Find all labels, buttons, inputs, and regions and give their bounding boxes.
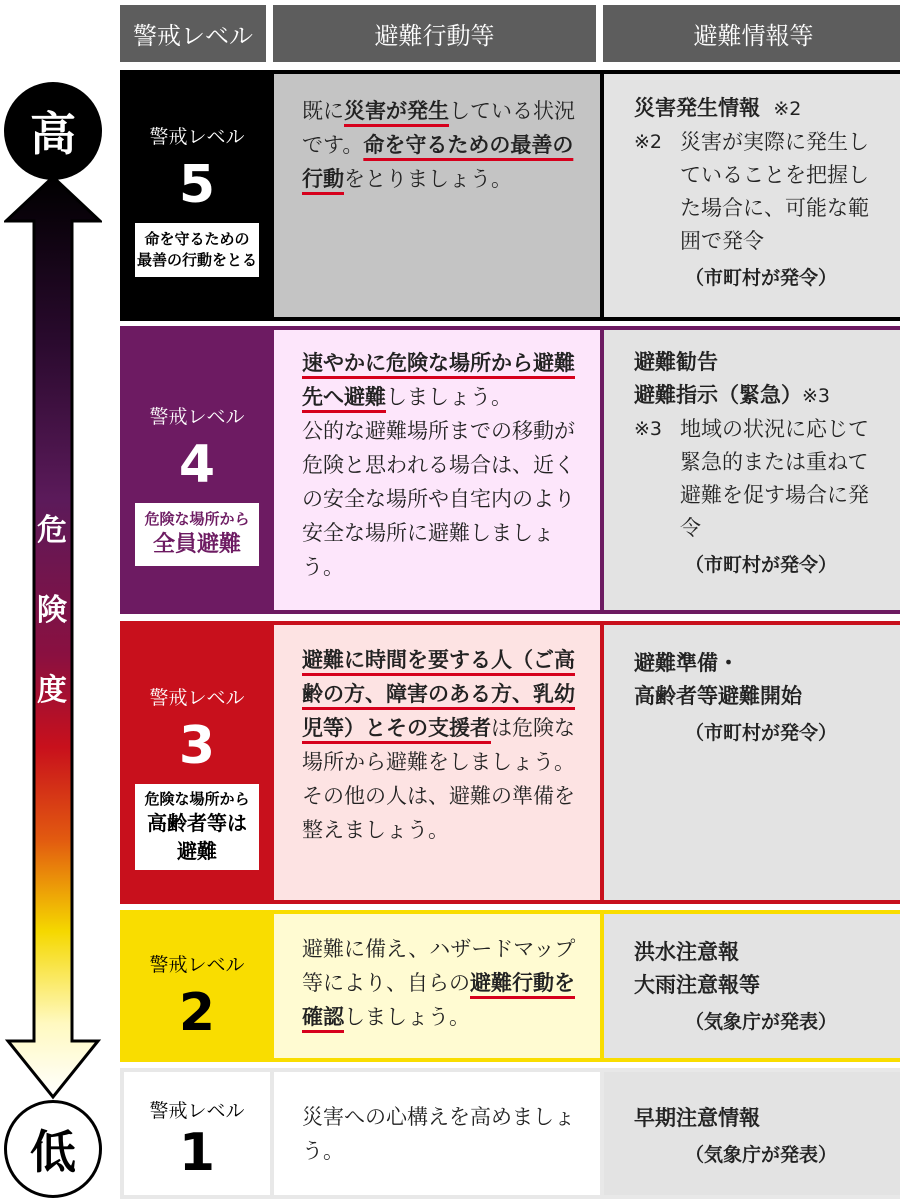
level-1-info-line-1: 早期注意情報	[634, 1106, 760, 1130]
level-2-row	[120, 910, 900, 1062]
level-4-row	[120, 326, 900, 614]
level-2-action	[274, 914, 600, 1058]
level-1-issuer: （気象庁が発表）	[684, 1144, 837, 1166]
danger-label-char-2: 険	[37, 593, 67, 628]
scale-high-label: 高	[30, 107, 76, 161]
level-3-action-emphasis: 避難に時間を要する人（ご高齢の方、障害のある方、乳幼児等）とその支援者	[302, 648, 575, 740]
danger-gradient-arrow	[4, 175, 102, 1100]
level-1-number: 1	[178, 1123, 216, 1183]
level-4-note: 地域の状況に応じて緊急的または重ねて避難を促す場合に発令	[680, 417, 869, 540]
level-3-box	[135, 784, 259, 870]
level-4-cell	[124, 330, 270, 610]
level-4-box-line-1: 危険な場所から	[144, 510, 250, 528]
level-1-action	[274, 1072, 600, 1195]
level-3-cell	[124, 625, 270, 900]
level-5-note: 災害が実際に発生していることを把握した場合に、可能な範囲で発令	[680, 130, 869, 253]
level-5-action	[274, 74, 600, 317]
level-3-issuer: （市町村が発令）	[684, 722, 837, 744]
level-5-info	[604, 74, 900, 317]
level-3-box-line-1: 危険な場所から	[144, 790, 250, 808]
level-3-action-text: は危険な場所から避難をしましょう。その他の人は、避難の準備を整えましょう。	[302, 716, 575, 842]
header-level: 警戒レベル	[120, 5, 266, 62]
level-2-cell	[124, 914, 270, 1058]
level-2-action-text-1: 避難に備え、ハザードマップ等により、自らの	[302, 937, 576, 995]
level-5-info-name: 災害発生情報	[634, 96, 760, 120]
level-5-info-mark: ※2	[773, 98, 802, 120]
level-1-action-text: 災害への心構えを高めましょう。	[302, 1105, 575, 1163]
level-3-info-line-2: 高齢者等避難開始	[634, 684, 802, 708]
level-2-info-line-2: 大雨注意報等	[634, 973, 760, 997]
level-4-action-emphasis: 速やかに危険な場所から避難先へ避難	[302, 351, 575, 409]
level-3-row	[120, 621, 900, 904]
scale-low-label: 低	[30, 1125, 76, 1179]
level-2-number: 2	[178, 983, 216, 1043]
level-4-action-text-1: しましょう。	[386, 385, 512, 409]
level-3-number: 3	[178, 716, 216, 776]
level-1-title: 警戒レベル	[149, 1100, 245, 1122]
level-3-box-line-3: 避難	[177, 839, 217, 863]
level-5-action-text-2: している状況です。	[302, 99, 575, 157]
level-5-action-emphasis-2: 命を守るための最善の行動	[302, 133, 574, 191]
level-4-title: 警戒レベル	[149, 406, 245, 428]
level-4-info	[604, 330, 900, 610]
level-2-info-line-1: 洪水注意報	[634, 940, 739, 964]
level-4-info-line-1: 避難勧告	[634, 350, 718, 374]
level-4-note-mark: ※3	[634, 418, 663, 440]
level-4-box	[135, 503, 259, 566]
level-2-action-text-2: しましょう。	[344, 1005, 470, 1029]
scale-low-circle	[4, 1100, 102, 1198]
level-5-action-emphasis-1: 災害が発生	[344, 99, 449, 123]
level-1-info	[604, 1072, 900, 1195]
level-5-number: 5	[178, 155, 216, 215]
header-info: 避難情報等	[603, 5, 900, 62]
level-2-title: 警戒レベル	[149, 954, 245, 976]
level-4-action	[274, 330, 600, 610]
level-5-note-mark: ※2	[634, 131, 663, 153]
level-4-action-text-2: 公的な避難場所までの移動が危険と思われる場合は、近くの安全な場所や自宅内のより安全な場所に避難しましょう。	[302, 419, 575, 579]
level-2-action-emphasis: 避難行動を確認	[302, 971, 575, 1029]
level-5-cell	[124, 74, 270, 317]
header-action: 避難行動等	[273, 5, 596, 62]
level-5-title: 警戒レベル	[149, 126, 245, 148]
level-1-cell	[124, 1072, 270, 1195]
level-5-action-text-3: をとりましょう。	[344, 167, 512, 191]
level-5-row	[120, 70, 900, 321]
level-5-box-line-2: 最善の行動をとる	[136, 251, 257, 269]
scale-high-circle	[4, 82, 102, 180]
level-1-row	[120, 1068, 900, 1199]
level-5-box-line-1: 命を守るための	[144, 230, 250, 248]
level-4-info-line-2: 避難指示（緊急）	[634, 383, 802, 407]
level-3-title: 警戒レベル	[149, 687, 245, 709]
level-2-info	[604, 914, 900, 1058]
level-5-issuer: （市町村が発令）	[684, 267, 837, 289]
level-3-info	[604, 625, 900, 900]
level-3-action	[274, 625, 600, 900]
danger-label-char-1: 危	[37, 513, 67, 548]
level-5-action-text-1: 既に	[302, 99, 344, 123]
level-3-info-line-1: 避難準備・	[634, 651, 739, 675]
level-5-box	[135, 223, 259, 277]
level-4-info-mark: ※3	[802, 385, 831, 407]
level-4-number: 4	[178, 435, 216, 495]
level-2-issuer: （気象庁が発表）	[684, 1011, 837, 1033]
level-4-issuer: （市町村が発令）	[684, 554, 837, 576]
level-4-box-line-2: 全員避難	[152, 532, 241, 557]
danger-label-char-3: 度	[37, 673, 67, 708]
level-3-box-line-2: 高齢者等は	[147, 811, 247, 835]
